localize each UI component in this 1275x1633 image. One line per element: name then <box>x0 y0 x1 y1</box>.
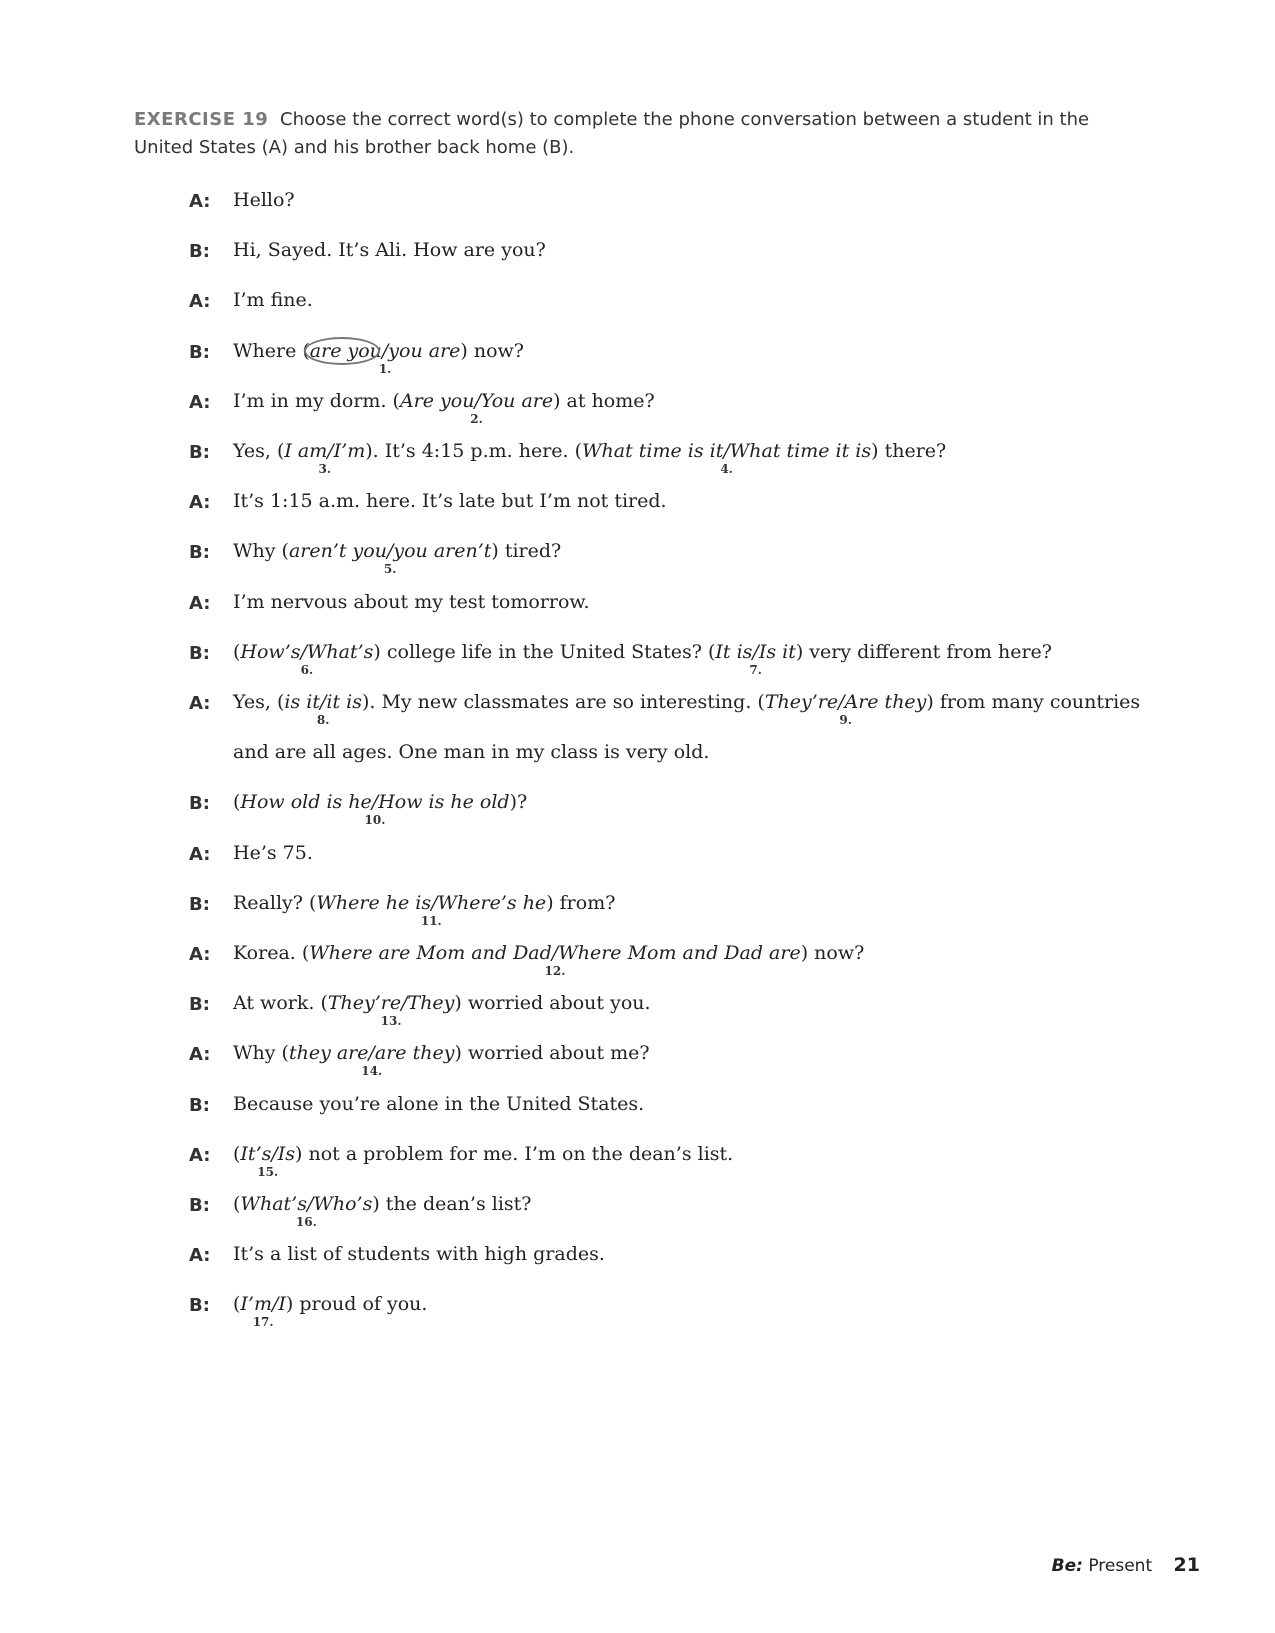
line-text <box>233 1193 532 1229</box>
answer-choice[interactable] <box>582 440 872 476</box>
footer-section-italic: Be: <box>1051 1556 1083 1576</box>
item-number: 6. <box>300 663 314 677</box>
speaker-label: A: <box>189 844 211 865</box>
answer-choice[interactable] <box>288 540 492 576</box>
answer-choice[interactable] <box>284 440 366 476</box>
conversation-line <box>189 1044 1089 1094</box>
plain-text: ). My new classmates are so interesting. ( <box>361 691 765 713</box>
choice-text: aren’t you/you aren’t <box>288 540 492 562</box>
plain-text: ) worried about me? <box>454 1042 650 1064</box>
plain-text: )? <box>509 791 528 813</box>
plain-text: It’s 1:15 a.m. here. It’s late but I’m not tired. <box>233 490 667 512</box>
answer-choice[interactable] <box>399 390 554 426</box>
line-text <box>233 340 524 376</box>
choice-text: What time is it/What time it is <box>582 440 872 462</box>
speaker-label: A: <box>189 291 211 312</box>
line-text <box>233 892 616 928</box>
plain-text: Why ( <box>233 1042 289 1064</box>
conversation-line <box>189 1295 1089 1345</box>
item-number: 3. <box>318 462 332 476</box>
speaker-label: B: <box>189 1195 210 1216</box>
plain-text: ) from many countries <box>926 691 1141 713</box>
page-number: 21 <box>1173 1554 1200 1576</box>
item-number: 10. <box>364 813 386 827</box>
line-text <box>233 390 655 426</box>
line-text <box>233 591 589 613</box>
answer-choice[interactable] <box>327 992 455 1028</box>
conversation-line <box>189 492 1089 542</box>
plain-text: It’s a list of students with high grades. <box>233 1243 605 1265</box>
plain-text: ) college life in the United States? ( <box>373 641 716 663</box>
speaker-label: A: <box>189 1145 211 1166</box>
conversation-line <box>189 793 1089 843</box>
plain-text: Yes, ( <box>233 691 285 713</box>
line-text <box>233 239 546 261</box>
plain-text: ( <box>233 1293 241 1315</box>
page-footer <box>1052 1554 1200 1576</box>
conversation-line <box>189 691 1141 743</box>
exercise-instructions: Choose the correct word(s) to complete the phone conversation between a student in the United States (A) and his brother back home (B). <box>134 109 1090 158</box>
answer-choice[interactable] <box>240 1193 373 1229</box>
plain-text: ( <box>233 1193 241 1215</box>
line-text <box>233 1243 605 1265</box>
plain-text: Korea. ( <box>233 942 310 964</box>
item-number: 16. <box>295 1215 317 1229</box>
item-number: 2. <box>470 412 483 426</box>
line-text <box>233 289 313 311</box>
choice-text: It is/Is it <box>715 641 796 663</box>
conversation-line <box>189 1245 1089 1295</box>
plain-text: I’m in my dorm. ( <box>233 390 400 412</box>
plain-text: Why ( <box>233 540 289 562</box>
line-text <box>233 490 667 512</box>
speaker-label: B: <box>189 894 210 915</box>
item-number: 13. <box>380 1014 402 1028</box>
choice-text: they are/are they <box>288 1042 455 1064</box>
speaker-label: A: <box>189 944 211 965</box>
line-text <box>233 992 651 1028</box>
choice-text: How’s/What’s <box>240 641 374 663</box>
item-number: 17. <box>252 1315 274 1329</box>
exercise-header <box>134 106 1094 162</box>
answer-choice[interactable] <box>240 791 510 827</box>
speaker-label: A: <box>189 392 211 413</box>
line-text <box>233 1143 734 1179</box>
conversation-line <box>189 944 1089 994</box>
conversation-line <box>189 542 1089 592</box>
speaker-label: A: <box>189 593 211 614</box>
answer-circle <box>304 337 380 365</box>
conversation-line <box>189 191 1089 241</box>
speaker-label: A: <box>189 693 211 714</box>
footer-section-title: Present <box>1088 1556 1153 1576</box>
answer-choice[interactable] <box>309 340 461 376</box>
line-text <box>233 842 313 864</box>
plain-text: Hi, Sayed. It’s Ali. How are you? <box>233 239 546 261</box>
line-text <box>233 942 865 978</box>
answer-choice[interactable] <box>240 641 374 677</box>
line-text <box>233 1293 428 1329</box>
plain-text: ) tired? <box>491 540 562 562</box>
speaker-label: B: <box>189 1295 210 1316</box>
plain-text: ( <box>233 641 241 663</box>
answer-choice[interactable] <box>764 691 927 727</box>
item-number: 12. <box>544 964 566 978</box>
choice-text: It’s/Is <box>240 1143 296 1165</box>
choice-text: I am/I’m <box>284 440 366 462</box>
conversation-line <box>189 994 1089 1044</box>
speaker-label: B: <box>189 442 210 463</box>
line-continuation: and are all ages. One man in my class is very old. <box>233 741 710 763</box>
conversation-line <box>189 241 1089 291</box>
exercise-label: EXERCISE 19 <box>134 109 269 130</box>
item-number: 8. <box>316 713 330 727</box>
conversation-line <box>189 291 1089 341</box>
plain-text: ) worried about you. <box>454 992 651 1014</box>
speaker-label: B: <box>189 643 210 664</box>
plain-text: Because you’re alone in the United States. <box>233 1093 645 1115</box>
conversation-line <box>189 392 1089 442</box>
speaker-label: B: <box>189 342 210 363</box>
choice-text: They’re/They <box>327 992 455 1014</box>
plain-text: Where ( <box>233 340 310 362</box>
plain-text: ). It’s 4:15 p.m. here. ( <box>365 440 583 462</box>
answer-choice[interactable] <box>240 1143 296 1179</box>
speaker-label: B: <box>189 542 210 563</box>
plain-text: ) now? <box>460 340 524 362</box>
item-number: 14. <box>361 1064 383 1078</box>
line-text <box>233 1042 650 1078</box>
conversation-line <box>189 1195 1089 1245</box>
answer-choice[interactable] <box>240 1293 286 1329</box>
answer-choice[interactable] <box>715 641 796 677</box>
conversation-line <box>189 643 1089 693</box>
choice-text: is it/it is <box>284 691 362 713</box>
answer-choice[interactable] <box>288 1042 455 1078</box>
plain-text: Hello? <box>233 189 295 211</box>
choice-text: Where are Mom and Dad/Where Mom and Dad are <box>309 942 801 964</box>
line-text <box>233 641 1052 677</box>
plain-text: Really? ( <box>233 892 317 914</box>
choice-text: They’re/Are they <box>764 691 927 713</box>
line-text <box>233 1093 644 1115</box>
speaker-label: B: <box>189 1095 210 1116</box>
choice-text: How old is he/How is he old <box>240 791 510 813</box>
conversation-line <box>189 844 1089 894</box>
line-text <box>233 189 295 211</box>
plain-text: ) proud of you. <box>285 1293 428 1315</box>
conversation-line <box>189 894 1089 944</box>
item-number: 15. <box>257 1165 279 1179</box>
speaker-label: A: <box>189 191 211 212</box>
speaker-label: B: <box>189 994 210 1015</box>
speaker-label: A: <box>189 1245 211 1266</box>
plain-text: At work. ( <box>233 992 328 1014</box>
plain-text: ( <box>233 791 241 813</box>
answer-choice[interactable] <box>316 892 547 928</box>
line-text <box>233 691 1141 727</box>
conversation-line <box>189 342 1089 392</box>
speaker-label: A: <box>189 1044 211 1065</box>
choice-text: Where he is/Where’s he <box>316 892 547 914</box>
plain-text: ) at home? <box>553 390 655 412</box>
line-text <box>233 791 528 827</box>
plain-text: ) not a problem for me. I’m on the dean’s list. <box>295 1143 734 1165</box>
choice-text: What’s/Who’s <box>240 1193 373 1215</box>
plain-text: ( <box>233 1143 241 1165</box>
item-number: 9. <box>839 713 852 727</box>
item-number: 7. <box>749 663 762 677</box>
choice-text: are you/you are <box>309 340 461 362</box>
answer-choice[interactable] <box>309 942 801 978</box>
plain-text: I’m fine. <box>233 289 313 311</box>
item-number: 11. <box>420 914 442 928</box>
plain-text: ) from? <box>546 892 616 914</box>
speaker-label: B: <box>189 241 210 262</box>
plain-text: ) now? <box>800 942 865 964</box>
item-number: 1. <box>378 362 392 376</box>
line-text <box>233 540 562 576</box>
speaker-label: A: <box>189 492 211 513</box>
speaker-label: B: <box>189 793 210 814</box>
conversation-line <box>189 1095 1089 1145</box>
plain-text: ) very different from here? <box>795 641 1052 663</box>
conversation-line <box>189 593 1089 643</box>
plain-text: Yes, ( <box>233 440 285 462</box>
conversation-line <box>189 442 1089 492</box>
plain-text: I’m nervous about my test tomorrow. <box>233 591 590 613</box>
item-number: 4. <box>720 462 733 476</box>
item-number: 5. <box>383 562 397 576</box>
choice-text: Are you/You are <box>399 390 554 412</box>
plain-text: He’s 75. <box>233 842 313 864</box>
answer-choice[interactable] <box>284 691 362 727</box>
plain-text: ) there? <box>871 440 947 462</box>
conversation-line <box>189 1145 1089 1195</box>
plain-text: ) the dean’s list? <box>372 1193 532 1215</box>
line-text <box>233 440 947 476</box>
choice-text: I’m/I <box>240 1293 286 1315</box>
